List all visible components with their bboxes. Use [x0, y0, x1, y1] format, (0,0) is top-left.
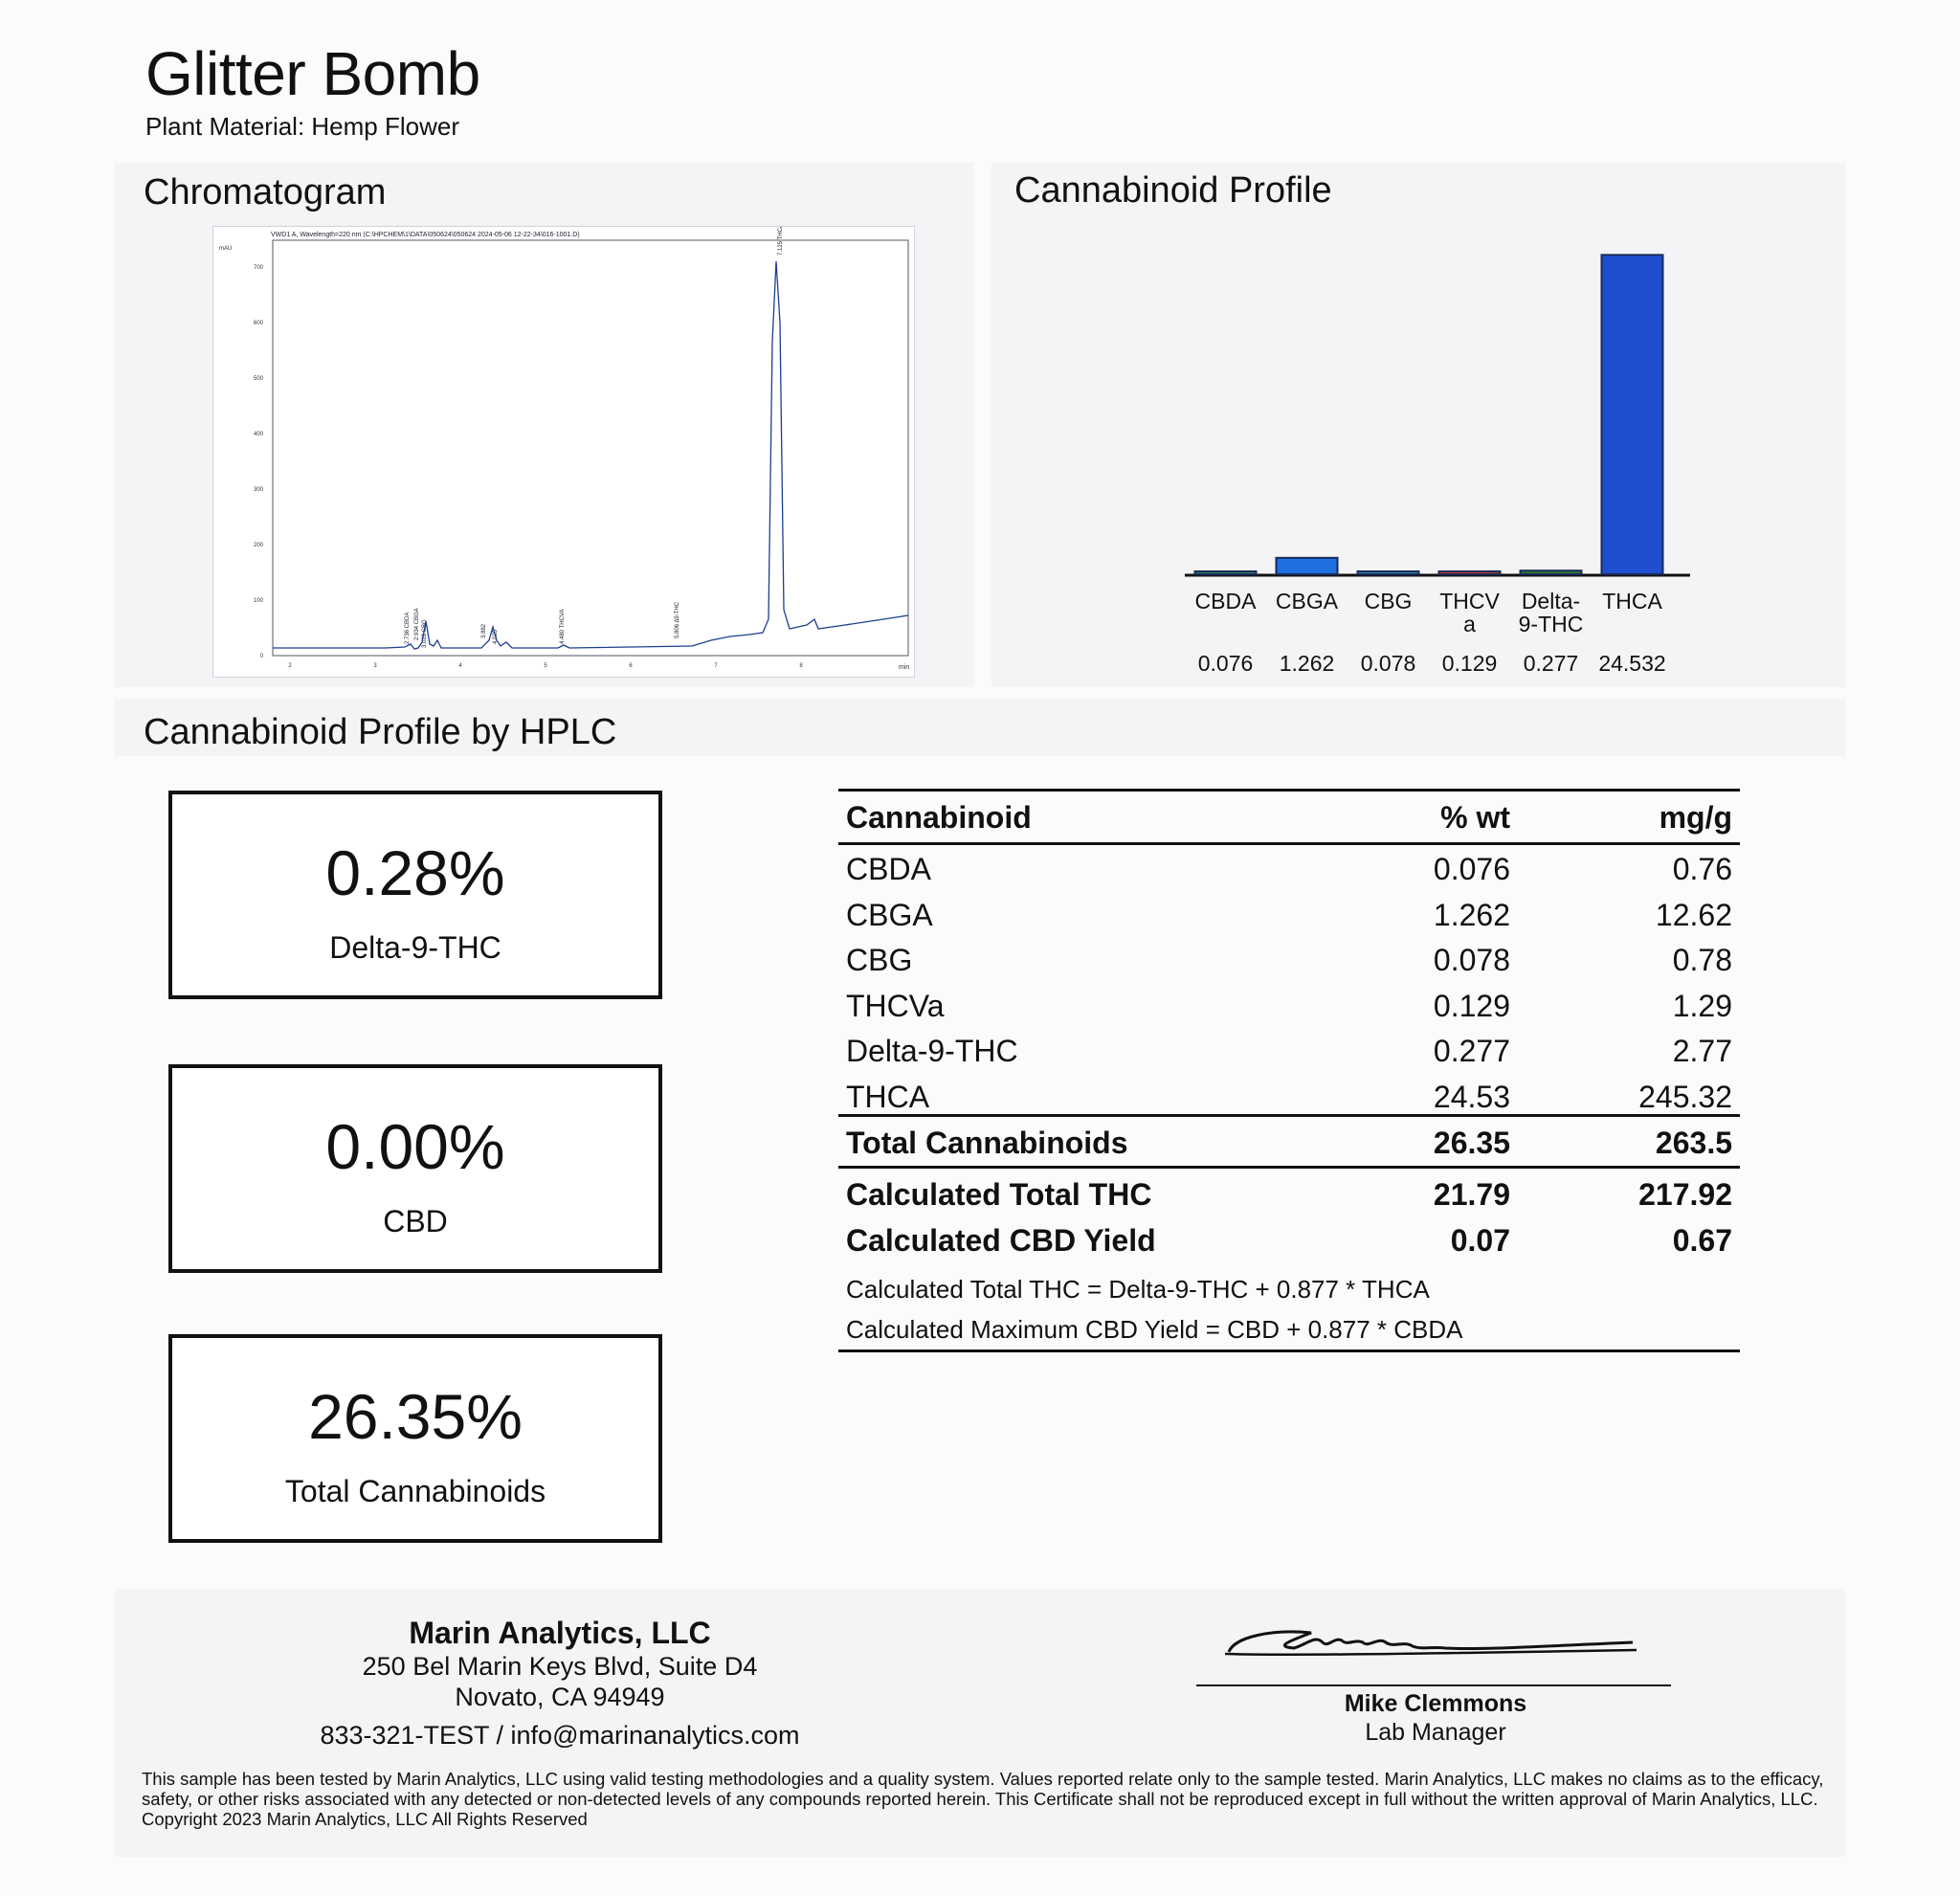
company-address-1: 250 Bel Marin Keys Blvd, Suite D4 [362, 1652, 758, 1681]
row-name: THCVa [846, 988, 945, 1023]
row-mg: 0.76 [1672, 852, 1732, 886]
table-row [838, 937, 1740, 983]
cannabinoid-table [838, 785, 1740, 1258]
x-tick-labels [288, 663, 803, 669]
company-address-2: Novato, CA 94949 [455, 1683, 665, 1711]
chromatogram-svg [213, 227, 914, 677]
value-label: 0.129 [1441, 651, 1498, 676]
product-title: Glitter Bomb [145, 39, 480, 108]
x-tick-label: 3 [373, 663, 377, 669]
y-unit-label: mAU [219, 246, 233, 252]
signature-line [1196, 1684, 1671, 1686]
value-label: 1.262 [1279, 651, 1335, 676]
value-label: 0.076 [1197, 651, 1254, 676]
y-tick-label: 500 [253, 376, 263, 382]
stat-box-delta9-thc [168, 791, 662, 999]
value-label: 24.532 [1598, 651, 1666, 676]
row-name: CBGA [846, 897, 933, 932]
category-label: a [1463, 612, 1476, 636]
category-label: THCV [1439, 589, 1500, 613]
bar-thca [1602, 255, 1663, 574]
row-wt: 0.076 [1433, 852, 1510, 886]
row-wt: 1.262 [1433, 897, 1510, 932]
row-name: THCA [846, 1079, 930, 1114]
y-tick-label: 700 [253, 265, 263, 271]
stat-value: 0.28% [325, 837, 505, 908]
stat-value: 26.35% [308, 1381, 523, 1452]
x-tick-label: 6 [629, 663, 633, 669]
table-row [838, 846, 1740, 892]
calc-thc-wt: 21.79 [1433, 1177, 1510, 1212]
peak-label: 2.934 CBGA [414, 608, 420, 640]
signer-title: Lab Manager [1365, 1719, 1506, 1746]
category-label: 9-THC [1518, 612, 1584, 636]
category-label: CBGA [1275, 589, 1339, 613]
bar-cbga [1277, 558, 1338, 574]
total-name: Total Cannabinoids [846, 1126, 1128, 1160]
calc-thc-mg: 217.92 [1638, 1177, 1732, 1212]
chromatogram [212, 226, 915, 678]
total-wt: 26.35 [1433, 1126, 1510, 1160]
value-label: 0.277 [1523, 651, 1579, 676]
row-mg: 2.77 [1672, 1034, 1732, 1068]
header-mg-per-g: mg/g [1659, 800, 1732, 835]
company-contact: 833-321-TEST / info@marinanalytics.com [320, 1721, 800, 1750]
row-name: Delta-9-THC [846, 1034, 1018, 1068]
y-tick-label: 0 [259, 654, 263, 659]
category-label: THCA [1602, 589, 1662, 613]
total-cannabinoids-row [838, 1120, 1740, 1166]
bar-delta-9-thc [1521, 570, 1582, 574]
row-mg: 245.32 [1638, 1079, 1732, 1114]
header-cannabinoid: Cannabinoid [846, 800, 1032, 835]
peak-labels [405, 227, 784, 648]
y-tick-labels [254, 265, 264, 659]
stat-label: Delta-9-THC [329, 930, 501, 965]
table-row [838, 1074, 1740, 1120]
peak-label: 2.736 CBDA [405, 612, 411, 644]
x-tick-label: 8 [799, 663, 803, 669]
y-tick-label: 300 [253, 487, 263, 493]
value-label: 0.078 [1360, 651, 1416, 676]
chromatogram-trace [273, 261, 908, 649]
row-mg: 12.62 [1655, 897, 1732, 932]
row-wt: 24.53 [1433, 1079, 1510, 1114]
peak-label: 4.025 [493, 629, 499, 644]
chromatogram-title: Chromatogram [144, 172, 387, 212]
table-row [838, 892, 1740, 938]
category-label: CBDA [1194, 589, 1257, 613]
table-header-row [838, 794, 1740, 840]
row-mg: 1.29 [1672, 988, 1732, 1023]
company-name: Marin Analytics, LLC [409, 1616, 711, 1650]
x-tick-label: 5 [544, 663, 547, 669]
category-label: CBG [1364, 589, 1413, 613]
row-mg: 0.78 [1672, 943, 1732, 977]
cannabinoid-bar-chart [1175, 230, 1711, 680]
row-wt: 0.078 [1433, 943, 1510, 977]
header-percent-wt: % wt [1440, 800, 1510, 835]
row-wt: 0.277 [1433, 1034, 1510, 1068]
formula-total-thc: Calculated Total THC = Delta-9-THC + 0.877 * THCA [846, 1275, 1430, 1304]
x-tick-label: 2 [288, 663, 292, 669]
peak-label: 5.806 Δ9-THC [675, 601, 680, 638]
plant-material: Plant Material: Hemp Flower [145, 112, 459, 141]
row-wt: 0.129 [1433, 988, 1510, 1023]
disclaimer: This sample has been tested by Marin Analytics, LLC using valid testing methodologies and a quality system. Values reported relate only to the sample tested. Marin Analytics, LLC makes no claims as to the efficacy, safety, or other risks associated with any detected or non-detected levels of any compounds reported herein. This Certificate shall not be reproduced except in full without the written approval of Marin Analytics, LLC. Copyright 2023 Marin Analytics, LLC All Rights Reserved [142, 1769, 1824, 1829]
y-tick-label: 200 [253, 543, 263, 548]
peak-label: 3.882 [481, 623, 487, 638]
signer-name: Mike Clemmons [1344, 1690, 1527, 1717]
row-name: CBDA [846, 852, 931, 886]
calc-thc-name: Calculated Total THC [846, 1177, 1152, 1212]
total-mg: 263.5 [1655, 1126, 1732, 1160]
calc-cbd-name: Calculated CBD Yield [846, 1223, 1156, 1258]
stat-box-cbd [168, 1064, 662, 1273]
stat-label: Total Cannabinoids [284, 1474, 546, 1508]
bar-cbda [1195, 571, 1257, 574]
hplc-section-title: Cannabinoid Profile by HPLC [144, 712, 617, 752]
formula-cbd-yield: Calculated Maximum CBD Yield = CBD + 0.877 * CBDA [846, 1315, 1463, 1344]
stat-value: 0.00% [325, 1111, 505, 1182]
cannabinoid-profile-title: Cannabinoid Profile [1014, 170, 1332, 211]
bar-thcv-a [1439, 571, 1501, 574]
x-tick-label: 7 [714, 663, 718, 669]
stat-box-total-cannabinoids [168, 1334, 662, 1543]
bar-cbg [1358, 571, 1419, 574]
chromatogram-header: VWD1 A, Wavelength=220 nm (C:\HPCHEM\1\DATA\050624\050624 2024-05-06 12-22-34\016-1001.D) [271, 232, 580, 238]
peak-label: 7.125 THCA [778, 227, 784, 256]
stat-label: CBD [383, 1204, 448, 1238]
calc-cbd-mg: 0.67 [1672, 1223, 1732, 1258]
peak-label: 4.480 THCVA [560, 609, 566, 644]
category-label: Delta- [1521, 589, 1581, 613]
calc-cbd-wt: 0.07 [1450, 1223, 1510, 1258]
table-row [838, 1028, 1740, 1074]
x-tick-label: 4 [458, 663, 462, 669]
y-tick-label: 100 [253, 598, 263, 604]
calculated-cbd-yield-row [838, 1217, 1740, 1263]
x-unit-label: min [899, 664, 910, 671]
row-name: CBG [846, 943, 913, 977]
y-tick-label: 600 [253, 321, 263, 326]
signature-icon [1215, 1608, 1646, 1684]
calculated-total-thc-row [838, 1171, 1740, 1217]
y-tick-label: 400 [253, 432, 263, 437]
table-row [838, 983, 1740, 1029]
peak-label: 3.028 CBG [422, 619, 428, 648]
